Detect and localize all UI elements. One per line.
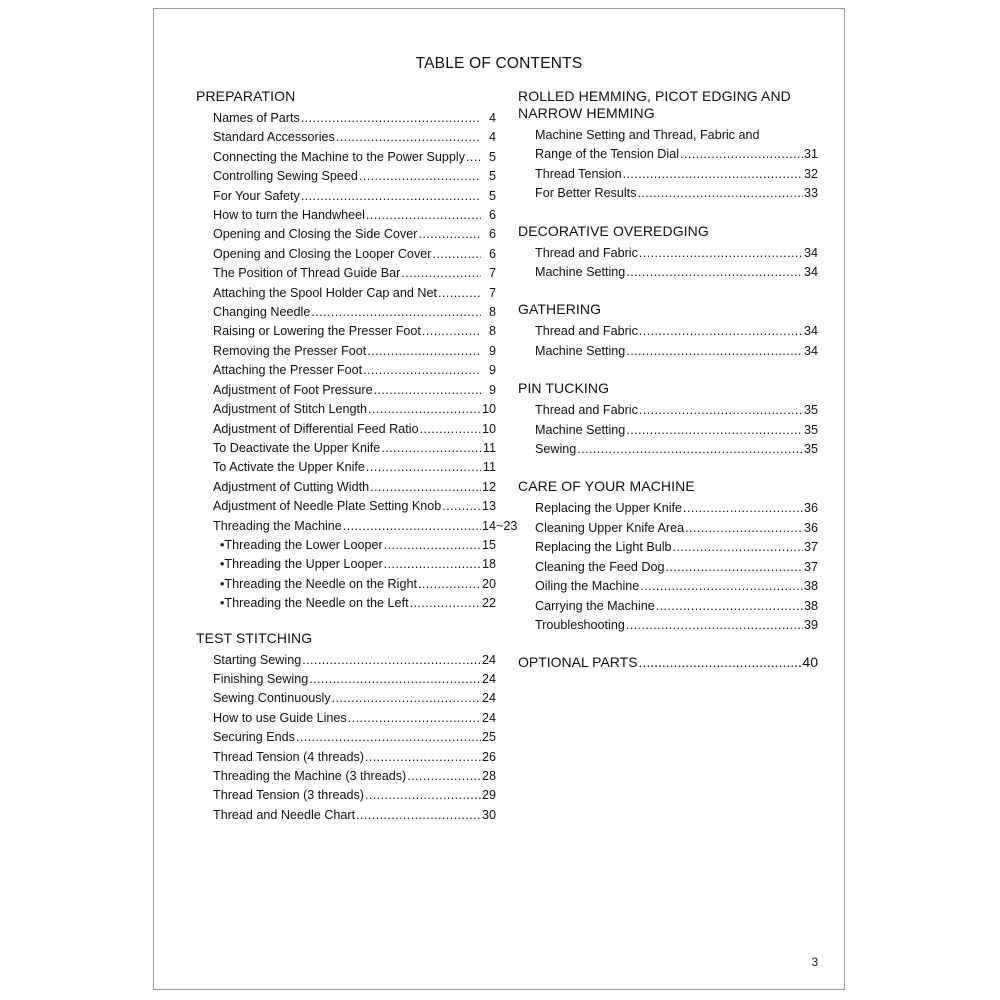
leader-dots (666, 558, 803, 577)
page-ref: 9 (488, 382, 496, 397)
toc-section-entry (518, 654, 818, 671)
toc-entry (196, 264, 496, 283)
toc-left-column (196, 88, 518, 825)
bullet-icon: • (220, 596, 225, 611)
page-ref: 37 (804, 559, 819, 574)
page-ref: 12 (482, 479, 497, 494)
leader-dots (348, 709, 481, 728)
toc-entry-list (518, 401, 818, 459)
toc-entry (196, 109, 496, 128)
entry-label: Starting Sewing (213, 652, 302, 667)
page-ref: 11 (482, 440, 496, 455)
toc-entry (196, 786, 496, 805)
leader-dots (639, 401, 803, 420)
leader-dots (639, 322, 803, 341)
page-ref: 37 (804, 540, 819, 555)
toc-entry (196, 361, 496, 380)
toc-entry-list (196, 651, 496, 826)
page-ref: 24 (482, 691, 497, 706)
toc-entry (518, 342, 818, 361)
page-ref: 7 (488, 285, 496, 300)
page-ref: 9 (488, 363, 496, 378)
entry-label: Thread Tension (4 threads) (213, 749, 364, 764)
page-ref: 40 (802, 654, 818, 671)
section-rolled-hemming (518, 88, 818, 204)
page-ref: 20 (482, 576, 497, 591)
toc-entry (196, 245, 496, 264)
leader-dots (418, 575, 481, 594)
page-ref: 6 (488, 227, 496, 242)
toc-entry (196, 167, 496, 186)
page-ref: 28 (482, 769, 497, 783)
leader-dots (309, 670, 481, 689)
toc-entry (518, 519, 818, 538)
page-ref: 39 (804, 617, 819, 632)
entry-label: Sewing Continuously (213, 691, 331, 706)
leader-dots (683, 499, 803, 518)
section-title: ROLLED HEMMING, PICOT EDGING AND (518, 88, 791, 104)
leader-dots (384, 536, 481, 555)
toc-entry (196, 303, 496, 322)
toc-entry (196, 478, 496, 497)
page-ref: 7 (488, 266, 496, 281)
section-title: DECORATIVE OVEREDGING (518, 222, 709, 239)
page-ref: 8 (488, 305, 496, 320)
entry-label: Threading the Lower Looper (224, 537, 383, 552)
leader-dots (332, 689, 481, 708)
bullet-icon: • (220, 557, 225, 572)
leader-dots (368, 400, 481, 419)
leader-dots (343, 517, 481, 536)
bullet-icon: • (220, 537, 225, 552)
entry-label: Threading the Needle on the Left (224, 596, 409, 611)
page-ref: 35 (804, 403, 819, 418)
page-ref: 15 (482, 537, 497, 552)
entry-label: Adjustment of Needle Plate Setting Knob (213, 499, 442, 514)
leader-dots (420, 420, 481, 439)
toc-entry (196, 517, 518, 536)
toc-right-column (518, 88, 818, 671)
entry-label: Replacing the Light Bulb (535, 540, 672, 555)
page-ref: 35 (804, 422, 819, 437)
toc-entry (196, 400, 496, 419)
section-optional-parts (518, 654, 818, 671)
entry-label: Opening and Closing the Side Cover (213, 227, 418, 242)
entry-label: Adjustment of Stitch Length (213, 402, 368, 417)
entry-label: Connecting the Machine to the Power Supply (213, 149, 466, 164)
toc-entry (518, 165, 818, 184)
entry-label: Adjustment of Cutting Width (213, 479, 370, 494)
toc-entry (196, 284, 496, 303)
leader-dots (365, 786, 481, 805)
page-ref: 24 (482, 710, 497, 725)
leader-dots (311, 303, 481, 322)
document-page (153, 8, 845, 990)
page-ref: 5 (488, 188, 496, 203)
page-ref: 9 (488, 343, 496, 358)
page-ref: 34 (804, 245, 819, 260)
toc-entry (196, 670, 496, 689)
toc-entry (518, 421, 818, 440)
leader-dots (296, 728, 481, 747)
toc-entry (518, 538, 818, 557)
page-ref: 34 (804, 343, 819, 358)
entry-label: Cleaning Upper Knife Area (535, 520, 685, 535)
section-gathering (518, 301, 818, 361)
toc-entry (196, 225, 496, 244)
toc-entry-list (518, 145, 818, 203)
section-title: GATHERING (518, 301, 602, 318)
toc-subentry (196, 575, 496, 594)
entry-label: How to use Guide Lines (213, 710, 347, 725)
page-ref: 6 (488, 208, 496, 223)
toc-entry (196, 381, 496, 400)
leader-dots (401, 264, 481, 283)
page-ref: 26 (482, 749, 497, 764)
leader-dots (626, 421, 803, 440)
section-test-stitching (196, 630, 496, 826)
toc-entry (196, 128, 496, 147)
leader-dots (407, 767, 481, 786)
leader-dots (366, 458, 481, 477)
toc-entry (196, 148, 496, 167)
leader-dots (623, 165, 803, 184)
toc-entry-wrapped-line: Machine Setting and Thread, Fabric and (535, 128, 760, 142)
section-pin-tucking (518, 380, 818, 459)
entry-label: Threading the Machine (3 threads) (213, 769, 407, 783)
section-title: PREPARATION (196, 88, 296, 104)
leader-dots (673, 538, 803, 557)
leader-dots (626, 342, 803, 361)
toc-entry (518, 499, 818, 518)
entry-label: Finishing Sewing (213, 671, 309, 686)
leader-dots (422, 322, 481, 341)
entry-label: Thread and Needle Chart (213, 807, 356, 822)
leader-dots (336, 128, 481, 147)
leader-dots (410, 594, 481, 613)
leader-dots (370, 478, 481, 497)
entry-label: Thread Tension (535, 166, 622, 181)
page-ref: 32 (804, 166, 819, 181)
page-ref: 33 (804, 186, 819, 201)
toc-subentry (196, 536, 496, 555)
entry-label: For Better Results (535, 186, 637, 201)
entry-label: The Position of Thread Guide Bar (213, 266, 401, 281)
page-ref: 5 (488, 169, 496, 184)
toc-entry (518, 184, 818, 203)
section-title: PIN TUCKING (518, 380, 610, 397)
page-ref: 14~23 (482, 518, 518, 533)
toc-entry (518, 263, 818, 282)
toc-entry (196, 458, 496, 477)
page-ref: 11 (482, 460, 496, 475)
entry-label: Removing the Presser Foot (213, 343, 367, 358)
toc-entry (518, 577, 818, 596)
entry-label: Machine Setting (535, 343, 626, 358)
toc-entry (518, 558, 818, 577)
page-ref: 18 (482, 557, 497, 572)
page-ref: 38 (804, 598, 819, 613)
toc-entry (518, 401, 818, 420)
entry-label: Carrying the Machine (535, 598, 655, 613)
page-ref: 34 (804, 324, 819, 339)
toc-entry-list (518, 244, 818, 283)
page-ref: 4 (488, 111, 496, 125)
entry-label: Machine Setting (535, 265, 626, 280)
entry-label: Oiling the Machine (535, 579, 640, 594)
toc-entry (518, 322, 818, 341)
entry-label: Troubleshooting (535, 617, 625, 632)
page-ref: 6 (488, 246, 496, 261)
leader-dots (685, 519, 803, 538)
section-title-continued: NARROW HEMMING (518, 105, 655, 121)
entry-label: Range of the Tension Dial (535, 147, 679, 162)
leader-dots (365, 748, 481, 767)
leader-dots (466, 148, 481, 167)
bullet-icon: • (220, 576, 225, 591)
toc-entry-list (196, 109, 518, 536)
leader-dots (301, 109, 481, 128)
toc-entry-list (518, 322, 818, 361)
leader-dots (384, 555, 481, 574)
entry-label: Cleaning the Feed Dog (535, 559, 665, 574)
toc-entry-list (518, 499, 818, 635)
leader-dots (626, 616, 803, 635)
entry-label: Names of Parts (213, 111, 300, 125)
page-ref: 29 (482, 788, 497, 803)
leader-dots (640, 577, 803, 596)
leader-dots (356, 806, 481, 825)
toc-entry (196, 439, 496, 458)
entry-label: Thread Tension (3 threads) (213, 788, 364, 803)
page-ref: 34 (804, 265, 819, 280)
toc-entry (196, 709, 496, 728)
entry-label: For Your Safety (213, 188, 300, 203)
page-ref: 10 (482, 402, 497, 417)
page-ref: 24 (482, 671, 497, 686)
entry-label: Attaching the Spool Holder Cap and Net (213, 285, 438, 300)
leader-dots (359, 167, 481, 186)
entry-label: Threading the Needle on the Right (224, 576, 417, 591)
toc-entry (196, 342, 496, 361)
page-ref: 13 (482, 499, 497, 514)
page-ref: 31 (804, 147, 819, 162)
entry-label: Standard Accessories (213, 130, 335, 145)
entry-label: Controlling Sewing Speed (213, 169, 358, 184)
toc-entry (196, 728, 496, 747)
section-care-of-machine (518, 478, 818, 635)
entry-label: Attaching the Presser Foot (213, 363, 363, 378)
entry-label: Threading the Machine (213, 518, 342, 533)
page-ref: 35 (804, 442, 819, 457)
toc-subentry (196, 594, 496, 613)
leader-dots (656, 597, 803, 616)
toc-entry (196, 689, 496, 708)
entry-label: How to turn the Handwheel (213, 208, 365, 223)
leader-dots (626, 263, 803, 282)
page-ref: 25 (482, 730, 497, 745)
leader-dots (366, 206, 481, 225)
leader-dots (438, 284, 481, 303)
section-preparation (196, 88, 518, 614)
section-title: OPTIONAL PARTS (518, 654, 638, 671)
entry-label: Thread and Fabric (535, 403, 638, 418)
section-title: CARE OF YOUR MACHINE (518, 478, 695, 495)
page-ref: 22 (482, 596, 497, 611)
toc-entry (518, 244, 818, 263)
entry-label: Changing Needle (213, 305, 311, 320)
entry-label: To Deactivate the Upper Knife (213, 440, 381, 455)
leader-dots (442, 497, 481, 516)
section-title: TEST STITCHING (196, 629, 313, 646)
toc-entry (518, 616, 818, 635)
page-ref: 4 (488, 130, 496, 145)
page-ref: 36 (804, 520, 819, 535)
leader-dots (639, 654, 802, 671)
toc-subentry-list (196, 536, 496, 614)
toc-subentry (196, 555, 496, 574)
entry-label: Threading the Upper Looper (224, 557, 383, 572)
toc-entry (518, 145, 818, 164)
entry-label: Opening and Closing the Looper Cover (213, 246, 432, 261)
toc-entry (196, 767, 496, 786)
leader-dots (577, 440, 803, 459)
page-ref: 10 (482, 421, 497, 436)
entry-label: Adjustment of Foot Pressure (213, 382, 373, 397)
section-decorative-overedging (518, 223, 818, 283)
entry-label: Thread and Fabric (535, 245, 638, 260)
leader-dots (374, 381, 481, 400)
page-title: TABLE OF CONTENTS (415, 55, 583, 72)
leader-dots (363, 361, 481, 380)
page-ref: 36 (804, 501, 819, 516)
page-ref: 24 (482, 652, 497, 667)
leader-dots (432, 245, 481, 264)
page-ref: 38 (804, 579, 819, 594)
page-ref: 8 (488, 324, 496, 339)
leader-dots (639, 244, 803, 263)
entry-label: Adjustment of Differential Feed Ratio (213, 421, 419, 436)
entry-label: Thread and Fabric (535, 324, 638, 339)
toc-entry (196, 806, 496, 825)
leader-dots (367, 342, 481, 361)
leader-dots (680, 145, 803, 164)
entry-label: To Activate the Upper Knife (213, 460, 365, 475)
leader-dots (302, 651, 481, 670)
leader-dots (381, 439, 481, 458)
toc-entry (518, 597, 818, 616)
page-ref: 30 (482, 807, 497, 822)
toc-entry (196, 187, 496, 206)
toc-entry (518, 440, 818, 459)
entry-label: Machine Setting (535, 422, 626, 437)
entry-label: Sewing (535, 442, 577, 457)
page-number: 3 (811, 957, 818, 969)
leader-dots (418, 225, 481, 244)
toc-entry (196, 748, 496, 767)
toc-entry (196, 497, 496, 516)
leader-dots (637, 184, 803, 203)
leader-dots (301, 187, 481, 206)
toc-entry (196, 322, 496, 341)
toc-entry (196, 651, 496, 670)
entry-label: Securing Ends (213, 730, 295, 745)
toc-entry (196, 420, 496, 439)
toc-entry (196, 206, 496, 225)
entry-label: Raising or Lowering the Presser Foot (213, 324, 421, 339)
page-ref: 5 (488, 149, 496, 164)
entry-label: Replacing the Upper Knife (535, 501, 683, 516)
